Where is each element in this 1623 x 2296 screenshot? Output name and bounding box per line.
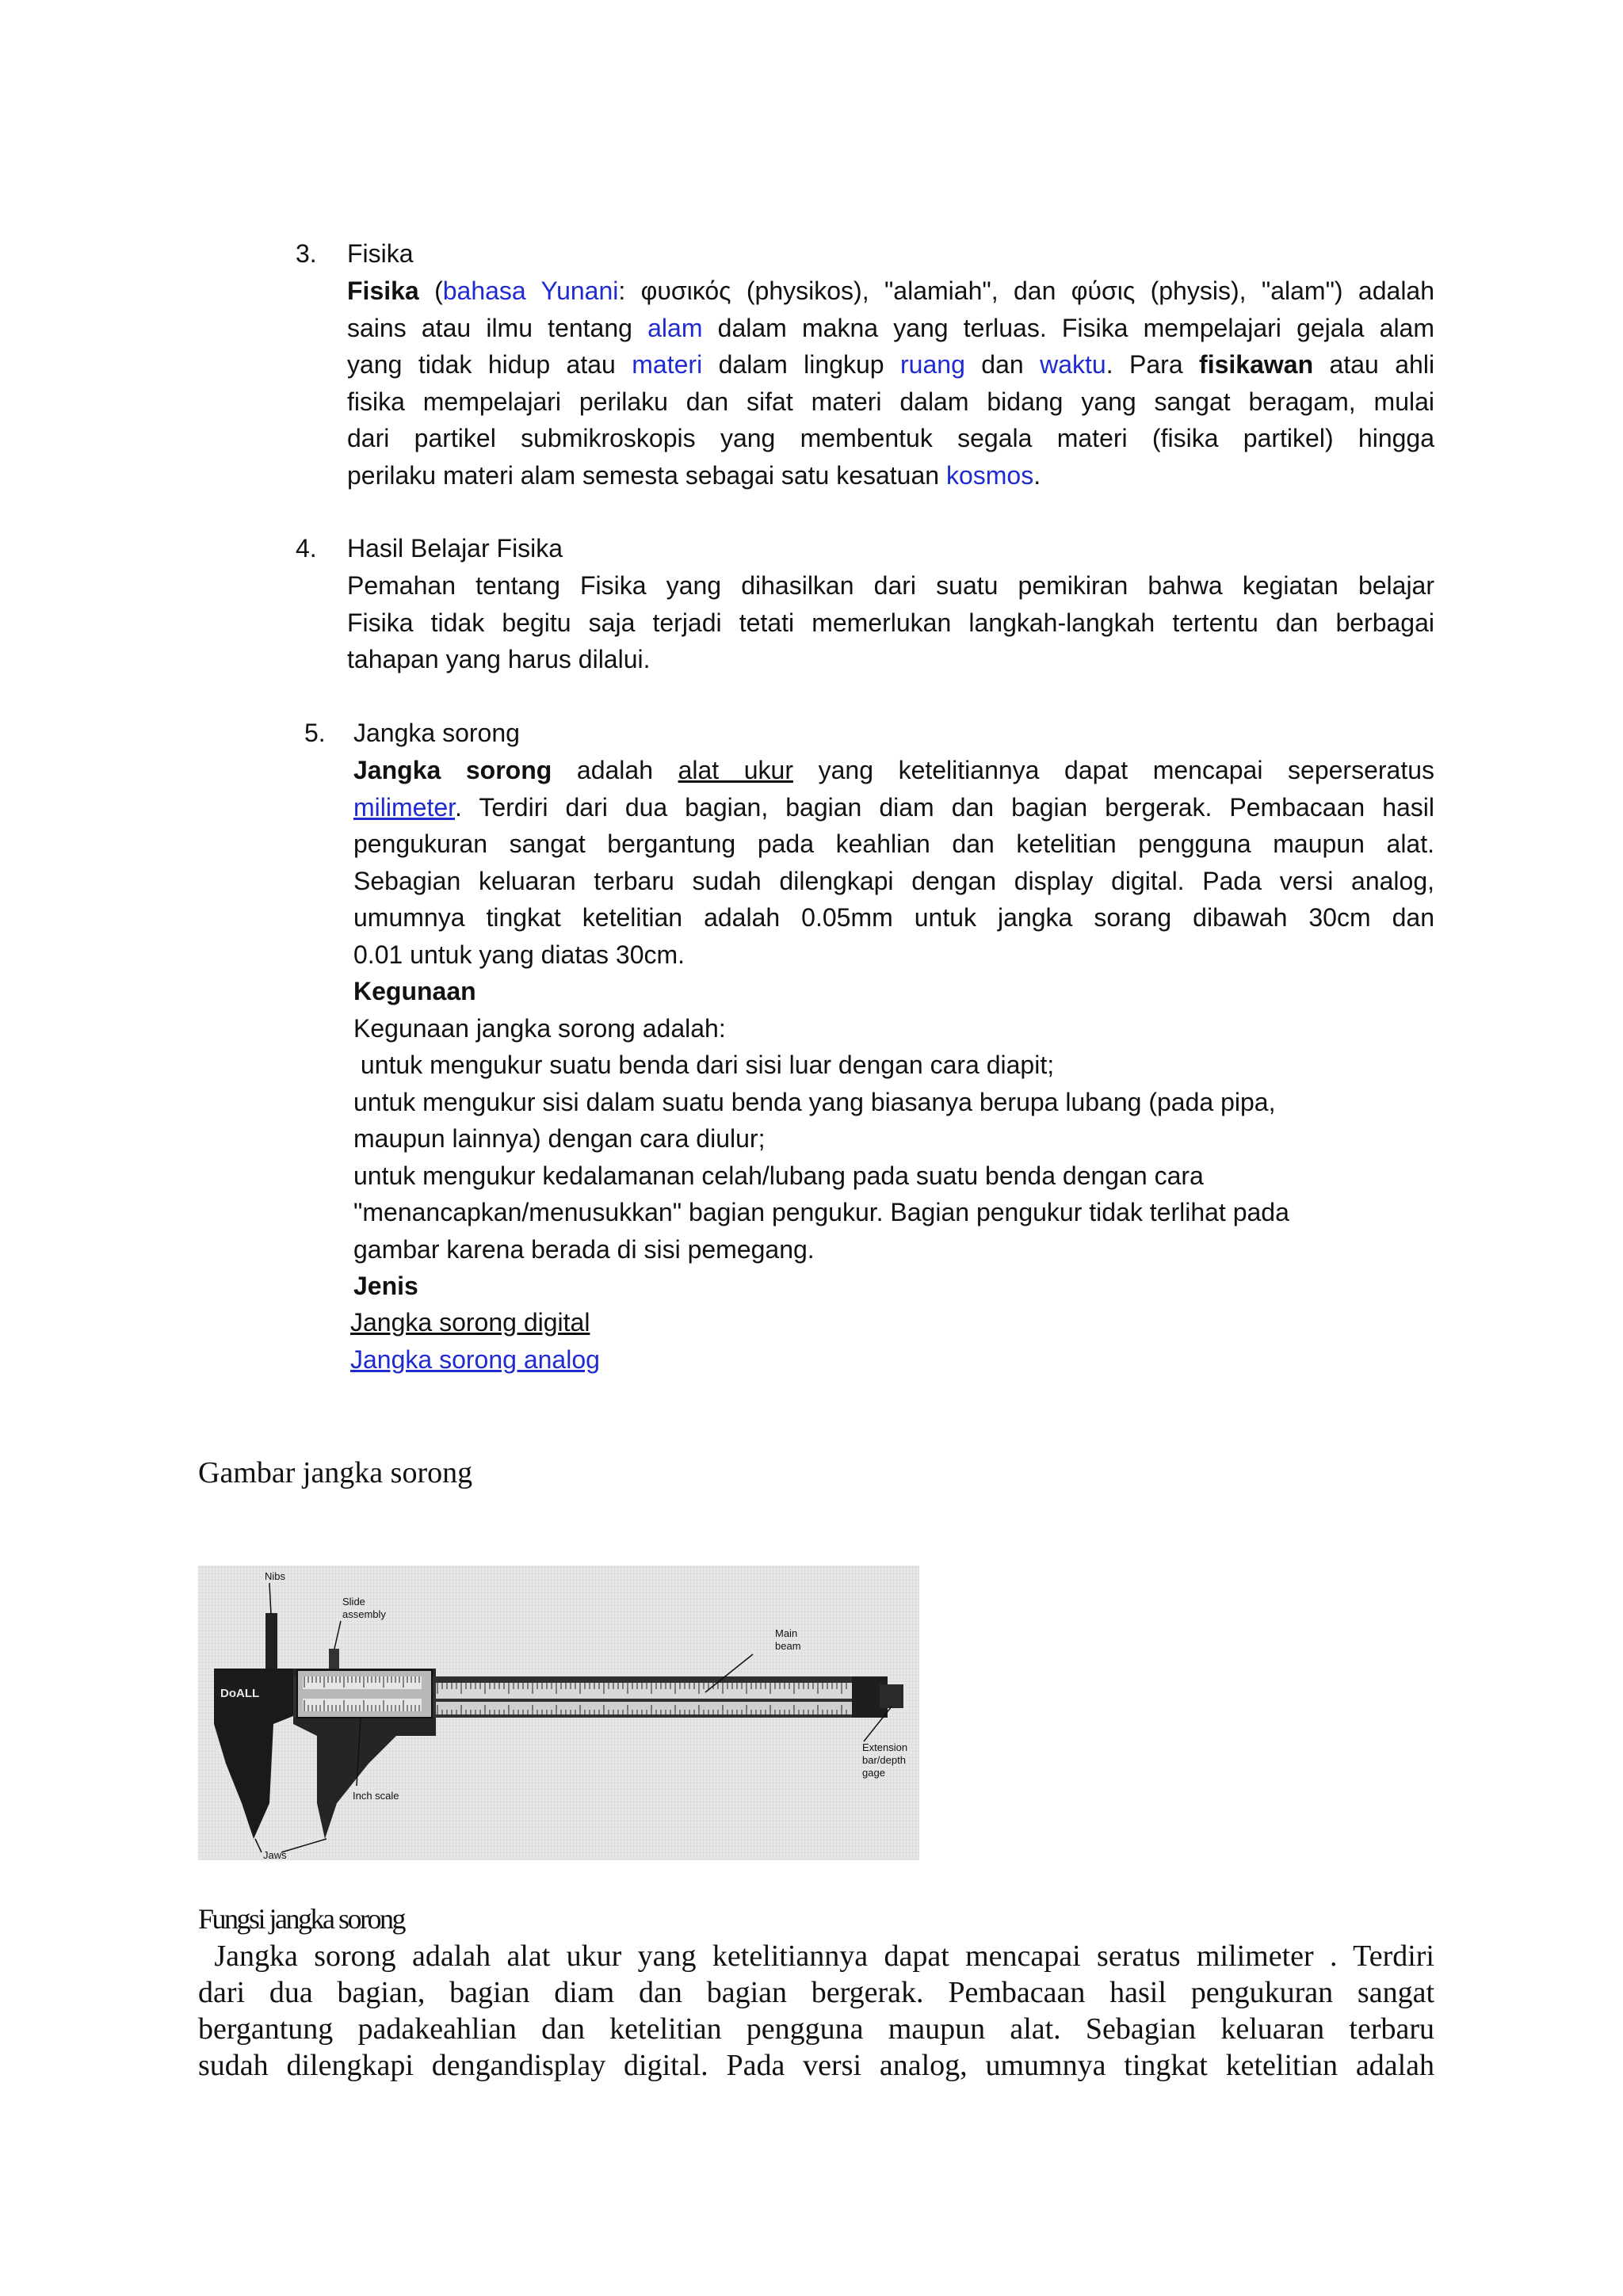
term-jangka-sorong: Jangka sorong [353,756,552,784]
label-slide-2: assembly [342,1608,386,1620]
section-5-line-1 [353,752,1434,789]
fungsi-line-3: bergantung padakeahlian dan ketelitian pengguna maupun alat. Sebagian keluaran terbaru [198,2012,1434,2046]
section-5-line-4: Sebagian keluaran terbaru sudah dilengkapi dengan display digital. Pada versi analog, [353,866,1434,895]
jenis-heading: Jenis [353,1272,418,1300]
label-nibs: Nibs [265,1570,286,1582]
text-dan: dan [964,350,1041,379]
jenis-heading-line [353,1268,1434,1305]
label-inch-scale: Inch scale [353,1790,399,1802]
label-ext-3: gage [862,1767,885,1779]
fungsi-body [198,1938,1434,2084]
use-item-3b: "menancapkan/menusukkan" bagian pengukur. Bagian pengukur tidak terlihat pada [353,1198,1289,1226]
text-ketelitian: yang ketelitiannya dapat mencapai seperseratus [793,756,1435,784]
section-4-body [347,567,1434,678]
section-5-number: 5. [304,719,326,747]
link-alam[interactable]: alam [647,313,703,342]
section-5-line-5: umumnya tingkat ketelitian adalah 0.05mm untuk jangka sorang dibawah 30cm dan [353,903,1434,932]
use-item-3c: gambar karena berada di sisi pemegang. [353,1234,815,1264]
section-4-line-2: Fisika tidak begitu saja terjadi tetati memerlukan langkah-langkah tertentu dan berbagai [347,608,1434,637]
text-sains: sains atau ilmu tentang [347,313,648,342]
use-item-2a: untuk mengukur sisi dalam suatu benda yang biasanya berupa lubang (pada pipa, [353,1087,1276,1116]
section-3-number: 3. [296,239,317,268]
text-period: . [1033,460,1041,490]
section-5-body [353,752,1434,1305]
section-4-line-3: tahapan yang harus dilalui. [347,645,651,673]
term-fisika: Fisika [347,277,419,305]
text-terdiri: . Terdiri dari dua bagian, bagian diam dan bagian bergerak. Pembacaan hasil [455,792,1434,822]
section-3-line-2 [347,310,1434,347]
fixed-nib [265,1613,277,1669]
label-main-1: Main [775,1627,798,1639]
link-jangka-sorong-analog[interactable]: Jangka sorong analog [350,1344,600,1374]
section-3-body [347,273,1434,494]
use-item-2b: maupun lainnya) dengan cara diulur; [353,1124,766,1153]
section-3-line-6 [347,457,1434,494]
fungsi-heading: Fungsi jangka sorong [198,1903,404,1935]
fungsi-line-4: sudah dilengkapi dengandisplay digital. Pada versi analog, umumnya tingkat ketelitian adalah [198,2049,1434,2082]
kegunaan-heading: Kegunaan [353,977,476,1005]
link-milimeter[interactable]: milimeter [353,792,456,822]
brand-label: DoALL [220,1687,260,1700]
link-bahasa-yunani[interactable]: bahasa Yunani [442,277,619,305]
text-perilaku: perilaku materi alam semesta sebagai satu kesatuan [347,460,946,490]
link-kosmos[interactable]: kosmos [945,460,1034,490]
section-3-heading: Fisika [347,239,414,268]
gambar-caption: Gambar jangka sorong [198,1456,473,1489]
greek-text: : φυσικός (physikos), "alamiah", dan φύσις (physis), "alam") adalah [618,277,1435,305]
label-jaws: Jaws [263,1849,287,1860]
section-5-line-2 [353,789,1434,826]
kegunaan-heading-line [353,973,1434,1010]
extension-bar [880,1684,903,1708]
jenis-analog-line [350,1341,1064,1379]
term-fisikawan: fisikawan [1199,350,1314,379]
caliper-figure [198,1566,919,1860]
text-adalah: adalah [552,756,678,784]
link-jangka-sorong-digital[interactable]: Jangka sorong digital [350,1308,590,1337]
sliding-nib [329,1649,339,1669]
section-3-line-1: Fisika (bahasa Yunani: φυσικός (physikos), "alamiah", dan φύσις (physis), "alam") adalah [347,277,1435,305]
link-waktu[interactable]: waktu [1040,350,1106,379]
jenis-digital-line [350,1304,1064,1341]
section-3-line-3 [347,346,1434,383]
kegunaan-intro: Kegunaan jangka sorong adalah: [353,1013,726,1043]
use-item-3a: untuk mengukur kedalamanan celah/lubang pada suatu benda dengan cara [353,1161,1204,1190]
section-3-line-5: dari partikel submikroskopis yang membentuk segala materi (fisika partikel) hingga [347,424,1434,452]
label-ext-1: Extension [862,1741,908,1753]
section-5-line-3: pengukuran sangat bergantung pada keahlian dan ketelitian pengguna maupun alat. [353,830,1434,858]
label-ext-2: bar/depth [862,1754,906,1766]
jenis-links [350,1304,1064,1378]
link-alat-ukur[interactable]: alat ukur [678,756,794,784]
label-main-2: beam [775,1640,801,1652]
text-yang: yang tidak hidup atau [347,350,632,379]
text-makna: dalam makna yang terluas. Fisika mempelajari gejala alam [702,313,1435,342]
link-ruang[interactable]: ruang [900,350,965,379]
section-5-heading: Jangka sorong [353,719,520,747]
label-slide-1: Slide [342,1596,365,1608]
text-atau-ahli: atau ahli [1313,350,1435,379]
link-materi[interactable]: materi [632,350,703,379]
fungsi-line-2: dari dua bagian, bagian diam dan bagian bergerak. Pembacaan hasil pengukuran sangat [198,1976,1434,2009]
section-3-line-4: fisika mempelajari perilaku dan sifat materi dalam bidang yang sangat beragam, mulai [347,387,1434,416]
fungsi-line-1: Jangka sorong adalah alat ukur yang ketelitiannya dapat mencapai seratus milimeter . Terdiri [198,1939,1434,1973]
text-lingkup: dalam lingkup [702,350,901,379]
section-4-number: 4. [296,534,317,563]
section-5-line-6: 0.01 untuk yang diatas 30cm. [353,940,685,969]
section-4-line-1: Pemahan tentang Fisika yang dihasilkan dari suatu pemikiran bahwa kegiatan belajar [347,571,1434,600]
section-4-heading: Hasil Belajar Fisika [347,534,563,563]
use-item-1: untuk mengukur suatu benda dari sisi luar dengan cara diapit; [353,1051,1055,1079]
text-para: . Para [1106,350,1200,379]
